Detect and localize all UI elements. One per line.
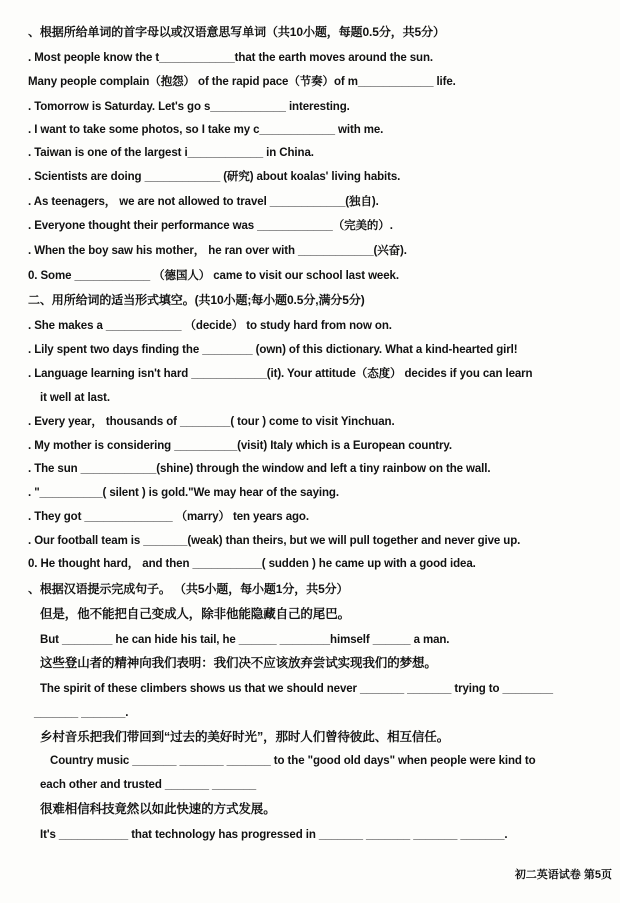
section3-q2-english: The spirit of these climbers shows us that we should never _______ _______ trying to ________ <box>40 683 553 695</box>
section1-item-8: . Everyone thought their performance was ____________（完美的）. <box>28 220 393 232</box>
section3-heading: 、根据汉语提示完成句子。 （共5小题，每小题1分，共5分） <box>28 582 349 596</box>
section2-item-3: . Language learning isn't hard ____________(it). Your attitude（态度） decides if you can learn <box>28 368 533 380</box>
section3-q4-english: It's ___________ that technology has progressed in _______ _______ _______ _______. <box>40 829 508 841</box>
section1-item-5: . Taiwan is one of the largest i____________ in China. <box>28 147 314 159</box>
section1-item-10: 0. Some ____________ （德国人） came to visit our school last week. <box>28 270 399 282</box>
section2-item-5: . My mother is considering __________(visit) Italy which is a European country. <box>28 440 452 452</box>
section2-item-3-cont: it well at last. <box>40 392 110 404</box>
section2-item-9: . Our football team is _______(weak) than theirs, but we will pull together and never give up. <box>28 535 521 547</box>
section1-item-1: . Most people know the t____________that the earth moves around the sun. <box>28 52 433 64</box>
section1-item-4: . I want to take some photos, so I take my c____________ with me. <box>28 124 384 136</box>
section1-item-9: . When the boy saw his mother， he ran over with ____________(兴奋). <box>28 245 407 257</box>
section2-item-8: . They got ______________ （marry） ten years ago. <box>28 511 309 523</box>
section3-q2-chinese: 这些登山者的精神向我们表明：我们决不应该放弃尝试实现我们的梦想。 <box>40 656 437 670</box>
section3-q3-english-cont: each other and trusted _______ _______ <box>40 779 257 791</box>
section2-item-2: . Lily spent two days finding the ________ (own) of this dictionary. What a kind-hearted girl! <box>28 344 518 356</box>
section3-q1-chinese: 但是，他不能把自己变成人，除非他能隐藏自己的尾巴。 <box>40 607 351 621</box>
section3-q1-english: But ________ he can hide his tail, he ______ ________himself ______ a man. <box>40 634 450 646</box>
section1-heading: 、根据所给单词的首字母以或汉语意思写单词（共10小题，每题0.5分，共5分） <box>28 25 445 39</box>
section1-item-6: . Scientists are doing ____________ (研究) about koalas' living habits. <box>28 171 401 183</box>
section1-item-3: . Tomorrow is Saturday. Let's go s____________ interesting. <box>28 101 350 113</box>
page-footer: 初二英语试卷 第5页 <box>514 869 612 881</box>
section1-item-7: . As teenagers， we are not allowed to travel ____________(独自). <box>28 196 379 208</box>
section2-item-1: . She makes a ____________ （decide） to study hard from now on. <box>28 320 392 332</box>
section2-item-10: 0. He thought hard， and then ___________( sudden ) he came up with a good idea. <box>28 558 476 570</box>
section2-item-6: . The sun ____________(shine) through the window and left a tiny rainbow on the wall. <box>28 463 491 475</box>
section1-item-2: Many people complain（抱怨） of the rapid pace（节奏）of m____________ life. <box>28 76 456 88</box>
section3-q3-chinese: 乡村音乐把我们带回到“过去的美好时光”，那时人们曾待彼此、相互信任。 <box>40 730 450 744</box>
section3-q2-english-cont: _______ _______. <box>34 707 129 719</box>
section2-item-4: . Every year， thousands of ________( tour ) come to visit Yinchuan. <box>28 416 395 428</box>
section3-q4-chinese: 很难相信科技竟然以如此快速的方式发展。 <box>40 802 276 816</box>
section2-item-7: . "__________( silent ) is gold."We may hear of the saying. <box>28 487 339 499</box>
section3-q3-english: Country music _______ _______ _______ to the "good old days" when people were kind to <box>50 755 536 767</box>
section2-heading: 二、用所给词的适当形式填空。(共10小题;每小题0.5分,满分5分) <box>28 293 365 307</box>
